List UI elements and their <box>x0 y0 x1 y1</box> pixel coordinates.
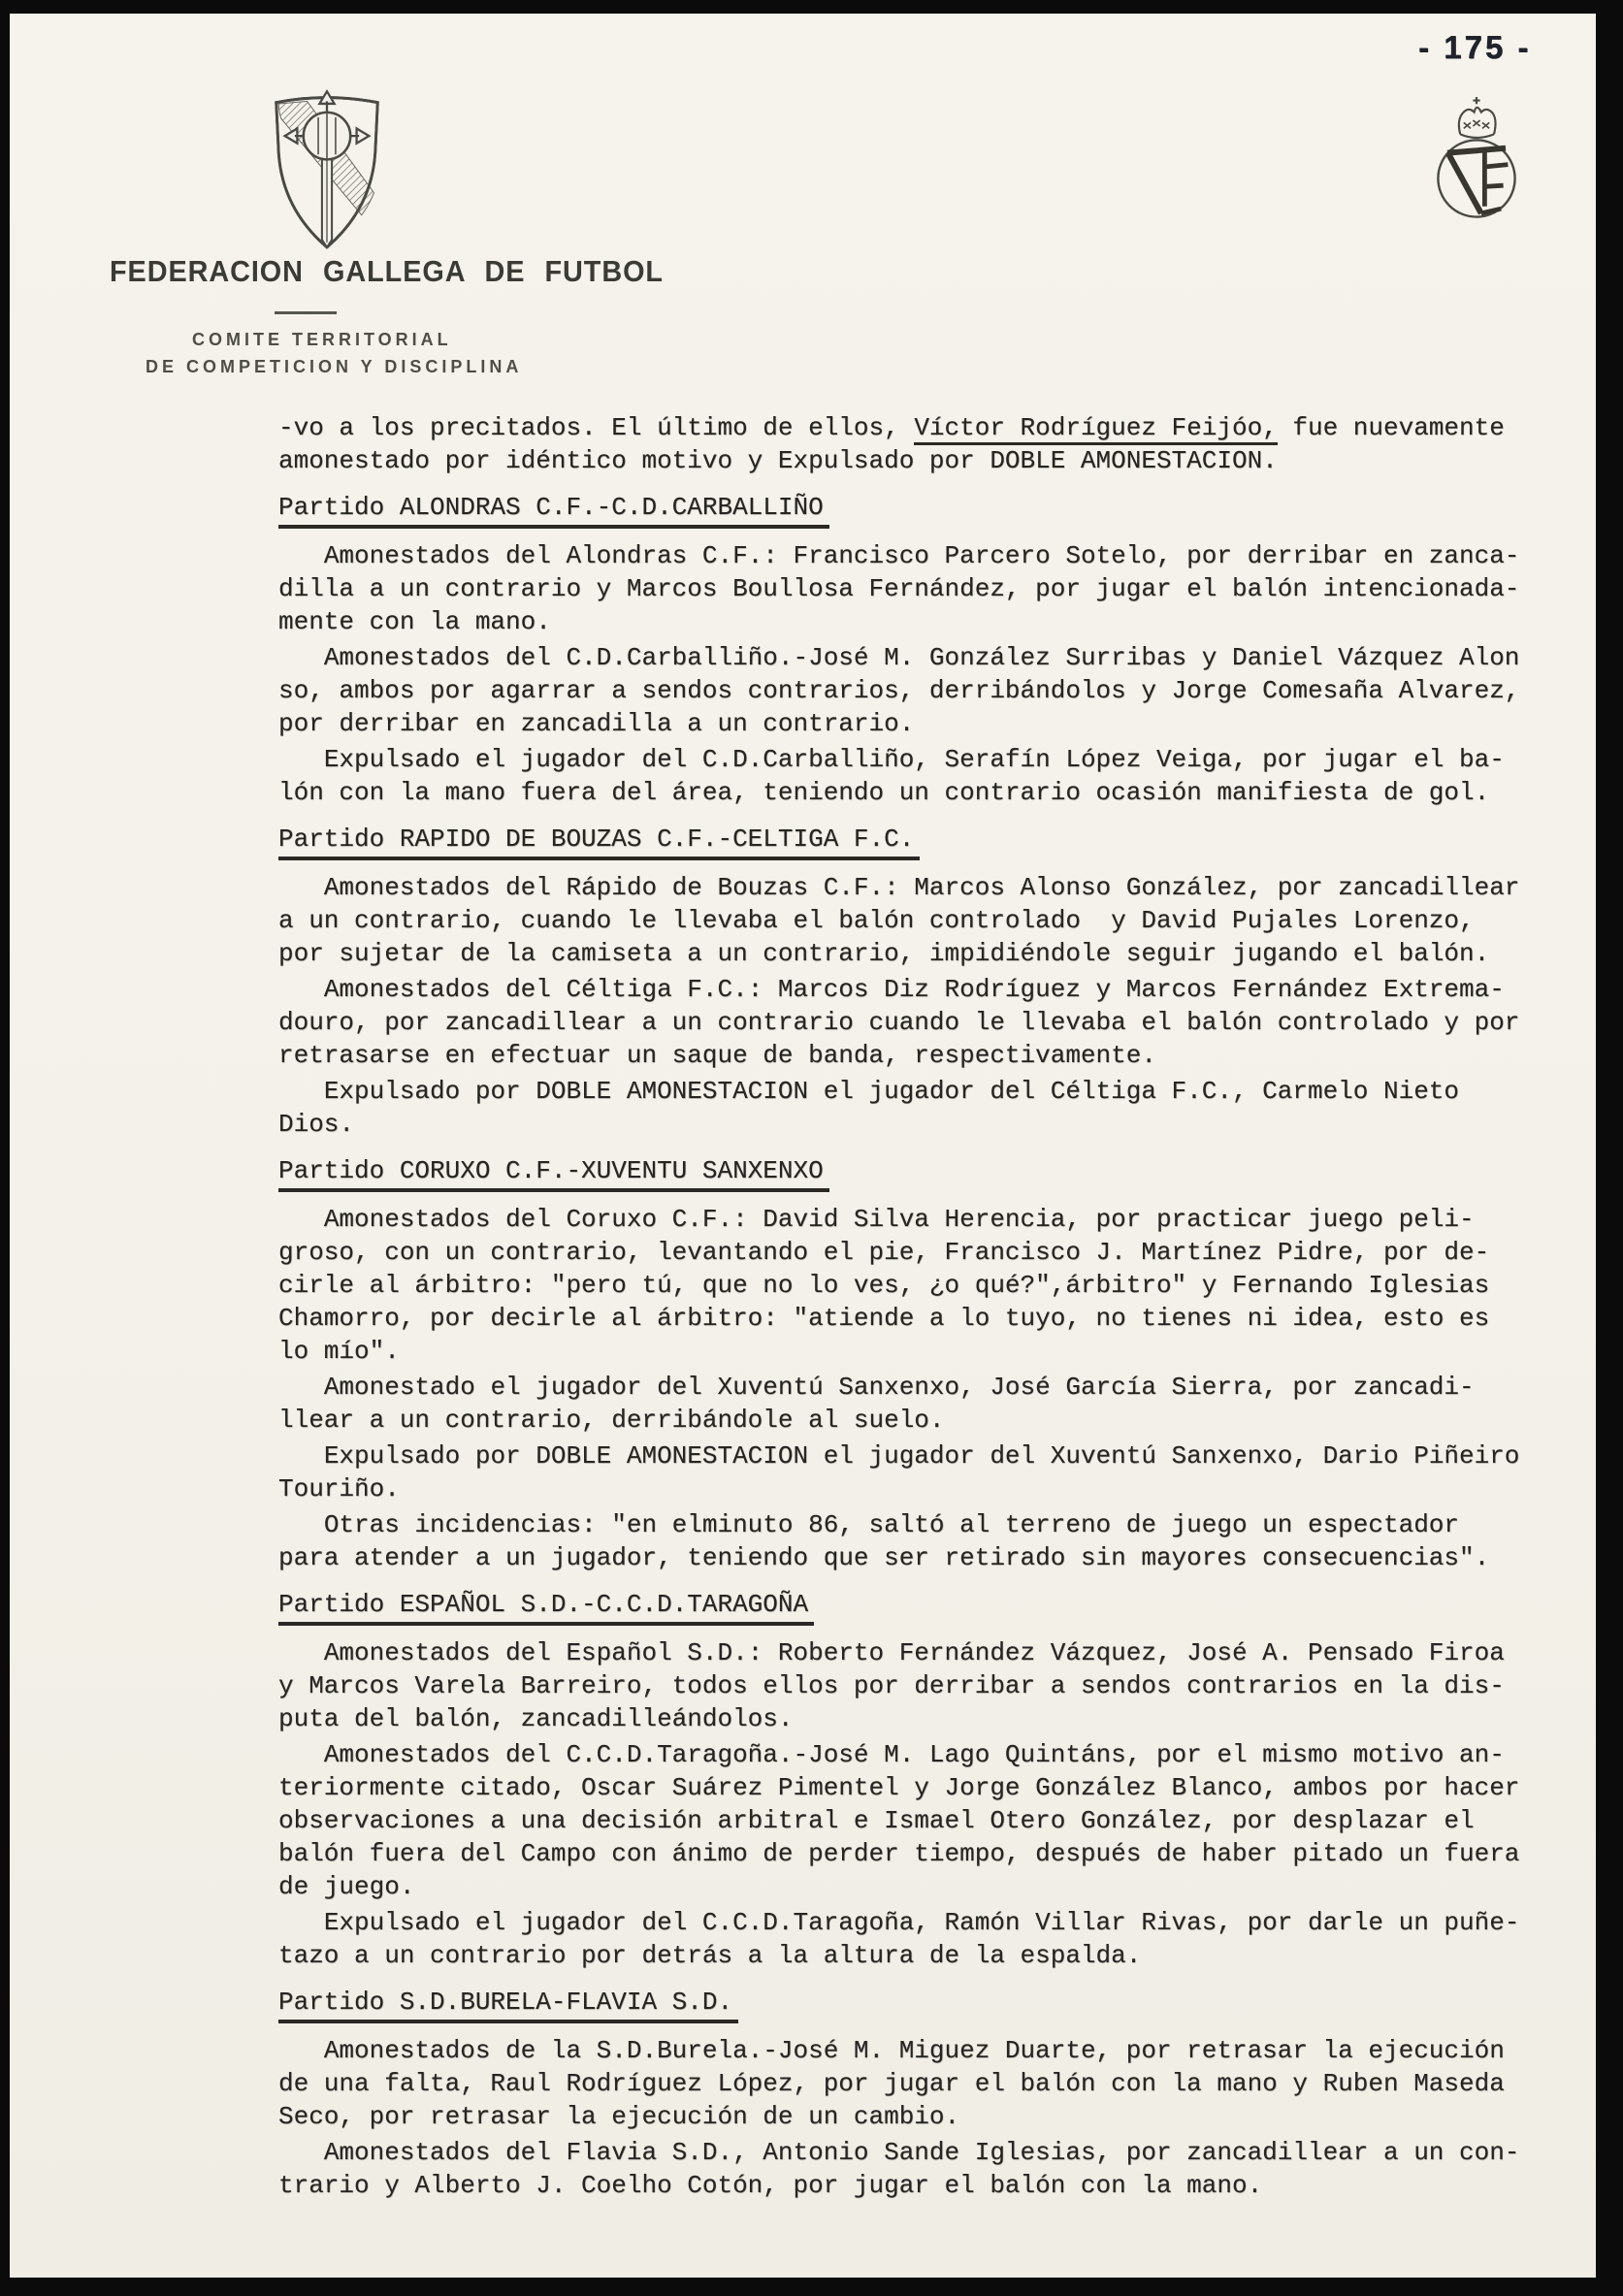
section-heading <box>278 823 1606 860</box>
body-paragraph: Expulsado por DOBLE AMONESTACION el jugador del Xuventú Sanxenxo, Dario Piñeiro Touriño. <box>278 1441 1520 1504</box>
body-paragraph: Amonestados del Rápido de Bouzas C.F.: Marcos Alonso González, por zancadillear a un contrario, cuando le llevaba el balón controlado y David Pujales Lorenzo, por sujetar de la camiseta a un contrario, impidiéndole seguir jugando el balón. <box>278 873 1520 968</box>
section-heading-text: Partido RAPIDO DE BOUZAS C.F.-CELTIGA F.C. <box>278 823 920 860</box>
body-paragraph: Otras incidencias: "en elminuto 86, saltó al terreno de juego un espectador para atender a un jugador, teniendo que ser retirado sin mayores consecuencias". <box>278 1510 1490 1572</box>
page-number: - 175 - <box>1418 29 1532 65</box>
section-heading <box>278 1588 1606 1626</box>
match-section <box>278 1986 1606 2202</box>
match-section <box>278 1588 1606 1972</box>
fgf-crest-logo <box>1424 89 1529 238</box>
committee-line-1: COMITE TERRITORIAL <box>192 330 452 349</box>
body-paragraph: Amonestados del C.D.Carballiño.-José M. González Surribas y Daniel Vázquez Alon so, ambos por agarrar a sendos contrarios, derribándolos y Jorge Comesaña Alvarez, por derribar en zancadilla a un contrario. <box>278 643 1520 738</box>
fgf-shield-logo <box>265 81 389 257</box>
title-divider <box>275 311 337 314</box>
body-paragraph: Amonestados del C.C.D.Taragoña.-José M. Lago Quintáns, por el mismo motivo an- teriormente citado, Oscar Suárez Pimentel y Jorge González Blanco, ambos por hacer observaciones a una decisión arbitral e Ismael Otero González, por desplazar el balón fuera del Campo con ánimo de perder tiempo, después de haber pitado un fuera de juego. <box>278 1740 1520 1901</box>
body-paragraph: Expulsado el jugador del C.C.D.Taragoña, Ramón Villar Rivas, por darle un puñe- tazo a un contrario por detrás a la altura de la espalda. <box>278 1908 1520 1970</box>
page <box>10 14 1596 2278</box>
body-paragraph: Expulsado el jugador del C.D.Carballiño, Serafín López Veiga, por jugar el ba- lón con la mano fuera del área, teniendo un contrario ocasión manifiesta de gol. <box>278 745 1505 807</box>
shield-sword-icon <box>265 81 389 252</box>
body-paragraph: Amonestados del Español S.D.: Roberto Fernández Vázquez, José A. Pensado Firoa y Marcos Varela Barreiro, todos ellos por derribar a sendos contrarios en la dis- puta del balón, zancadilleándolos. <box>278 1638 1505 1733</box>
match-section <box>278 823 1606 1141</box>
body-paragraph: Amonestados de la S.D.Burela.-José M. Miguez Duarte, por retrasar la ejecución de una falta, Raul Rodríguez López, por jugar el balón con la mano y Ruben Maseda Seco, por retrasar la ejecución de un cambio. <box>278 2036 1505 2131</box>
body-paragraph: Amonestados del Alondras C.F.: Francisco Parcero Sotelo, por derribar en zanca- dilla a un contrario y Marcos Boullosa Fernández, por jugar el balón intencionada- mente con la mano. <box>278 541 1520 636</box>
section-heading-text: Partido ALONDRAS C.F.-C.D.CARBALLIÑO <box>278 491 829 529</box>
match-sections <box>278 491 1606 2202</box>
section-heading <box>278 1986 1606 2023</box>
section-heading <box>278 1154 1606 1192</box>
intro-paragraph: -vo a los precitados. El último de ellos, Víctor Rodríguez Feijóo, fue nuevamente amonestado por idéntico motivo y Expulsado por DOBLE AMONESTACION. <box>278 413 1505 475</box>
committee-line-2: DE COMPETICION Y DISCIPLINA <box>146 357 523 376</box>
document-body <box>278 411 1606 2205</box>
org-name: FEDERACION GALLEGA DE FUTBOL <box>110 254 664 288</box>
body-paragraph: Amonestados del Coruxo C.F.: David Silva Herencia, por practicar juego peli- groso, con un contrario, levantando el pie, Francisco J. Martínez Pidre, por de- cirle al árbitro: "pero tú, que no lo ves, ¿o qué?",árbitro" y Fernando Iglesias Chamorro, por decirle al árbitro: "atiende a lo tuyo, no tienes ni idea, esto es lo mío". <box>278 1205 1490 1366</box>
section-heading-text: Partido ESPAÑOL S.D.-C.C.D.TARAGOÑA <box>278 1588 814 1626</box>
section-heading <box>278 491 1606 529</box>
body-paragraph: Expulsado por DOBLE AMONESTACION el jugador del Céltiga F.C., Carmelo Nieto Dios. <box>278 1077 1460 1139</box>
section-heading-text: Partido CORUXO C.F.-XUVENTU SANXENXO <box>278 1154 829 1192</box>
underlined-player-name: Víctor Rodríguez Feijóo, <box>914 413 1277 445</box>
match-section <box>278 1154 1606 1574</box>
crown-crest-icon <box>1424 89 1529 233</box>
body-paragraph: Amonestados del Flavia S.D., Antonio Sande Iglesias, por zancadillear a un con- trario y Alberto J. Coelho Cotón, por jugar el balón con la mano. <box>278 2138 1520 2200</box>
body-paragraph: Amonestados del Céltiga F.C.: Marcos Diz Rodríguez y Marcos Fernández Extrema- douro, por zancadillear a un contrario cuando le llevaba el balón controlado y por retrasarse en efectuar un saque de banda, respectivamente. <box>278 975 1520 1070</box>
body-paragraph: Amonestado el jugador del Xuventú Sanxenxo, José García Sierra, por zancadi- llear a un contrario, derribándole al suelo. <box>278 1373 1475 1435</box>
section-heading-text: Partido S.D.BURELA-FLAVIA S.D. <box>278 1986 738 2023</box>
match-section <box>278 491 1606 809</box>
